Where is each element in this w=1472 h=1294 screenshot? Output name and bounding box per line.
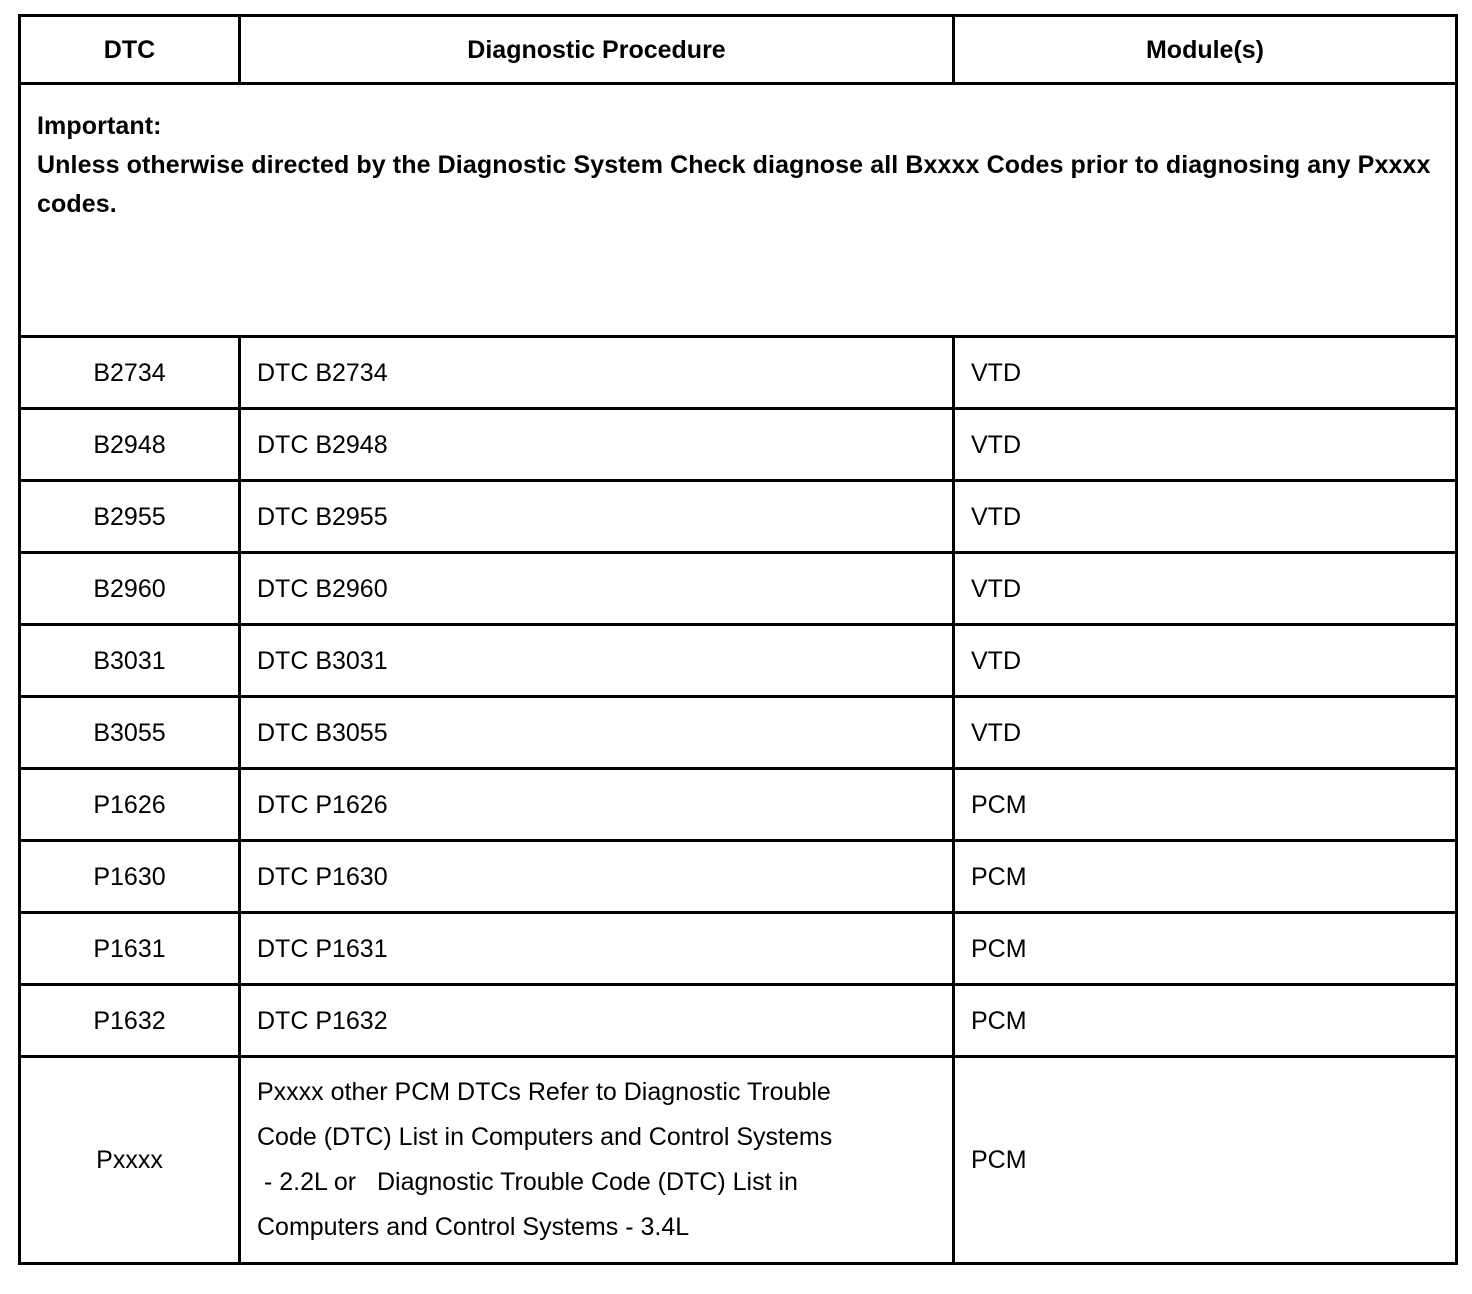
procedure-cell: DTC B2948 (240, 409, 954, 481)
table-row (20, 841, 1457, 913)
table-row (20, 913, 1457, 985)
module-cell: VTD (954, 697, 1457, 769)
module-cell: VTD (954, 625, 1457, 697)
dtc-table (18, 14, 1458, 1265)
header-procedure: Diagnostic Procedure (240, 16, 954, 84)
table-row (20, 481, 1457, 553)
table-row (20, 337, 1457, 409)
dtc-code-cell: B2948 (20, 409, 240, 481)
module-cell: PCM (954, 769, 1457, 841)
module-cell: PCM (954, 985, 1457, 1057)
procedure-cell: DTC P1630 (240, 841, 954, 913)
procedure-line: Pxxxx other PCM DTCs Refer to Diagnostic Trouble (257, 1078, 831, 1106)
procedure-cell: DTC P1626 (240, 769, 954, 841)
procedure-cell: DTC B2955 (240, 481, 954, 553)
procedure-cell: DTC B3031 (240, 625, 954, 697)
procedure-cell: DTC B2960 (240, 553, 954, 625)
module-cell: VTD (954, 553, 1457, 625)
procedure-cell-long (240, 1057, 954, 1264)
dtc-code-cell: B3031 (20, 625, 240, 697)
note-body: Unless otherwise directed by the Diagnostic System Check diagnose all Bxxxx Codes prior to diagnosing any Pxxxx codes. (37, 150, 1431, 218)
important-note (20, 84, 1457, 337)
module-cell: PCM (954, 1057, 1457, 1264)
procedure-cell: DTC P1631 (240, 913, 954, 985)
dtc-code-cell: B2734 (20, 337, 240, 409)
dtc-code-cell: B2955 (20, 481, 240, 553)
procedure-line: - 2.2L or Diagnostic Trouble Code (DTC) List in (257, 1168, 798, 1196)
table-row (20, 985, 1457, 1057)
module-cell: VTD (954, 481, 1457, 553)
table-row-other-pcm (20, 1057, 1457, 1264)
module-cell: PCM (954, 841, 1457, 913)
header-modules: Module(s) (954, 16, 1457, 84)
note-title: Important: (37, 112, 162, 140)
procedure-line: Code (DTC) List in Computers and Control Systems (257, 1123, 833, 1151)
procedure-cell: DTC B2734 (240, 337, 954, 409)
note-row (20, 84, 1457, 337)
table-row (20, 625, 1457, 697)
procedure-cell: DTC B3055 (240, 697, 954, 769)
dtc-code-cell: B2960 (20, 553, 240, 625)
table-row (20, 553, 1457, 625)
dtc-code-cell: P1632 (20, 985, 240, 1057)
module-cell: PCM (954, 913, 1457, 985)
table-row (20, 697, 1457, 769)
table-row (20, 409, 1457, 481)
table-row (20, 769, 1457, 841)
dtc-code-cell: P1626 (20, 769, 240, 841)
module-cell: VTD (954, 409, 1457, 481)
procedure-line: Computers and Control Systems - 3.4L (257, 1213, 690, 1241)
header-row (20, 16, 1457, 84)
dtc-code-cell: P1631 (20, 913, 240, 985)
header-dtc: DTC (20, 16, 240, 84)
dtc-code-cell: Pxxxx (20, 1057, 240, 1264)
module-cell: VTD (954, 337, 1457, 409)
dtc-code-cell: P1630 (20, 841, 240, 913)
procedure-cell: DTC P1632 (240, 985, 954, 1057)
dtc-code-cell: B3055 (20, 697, 240, 769)
